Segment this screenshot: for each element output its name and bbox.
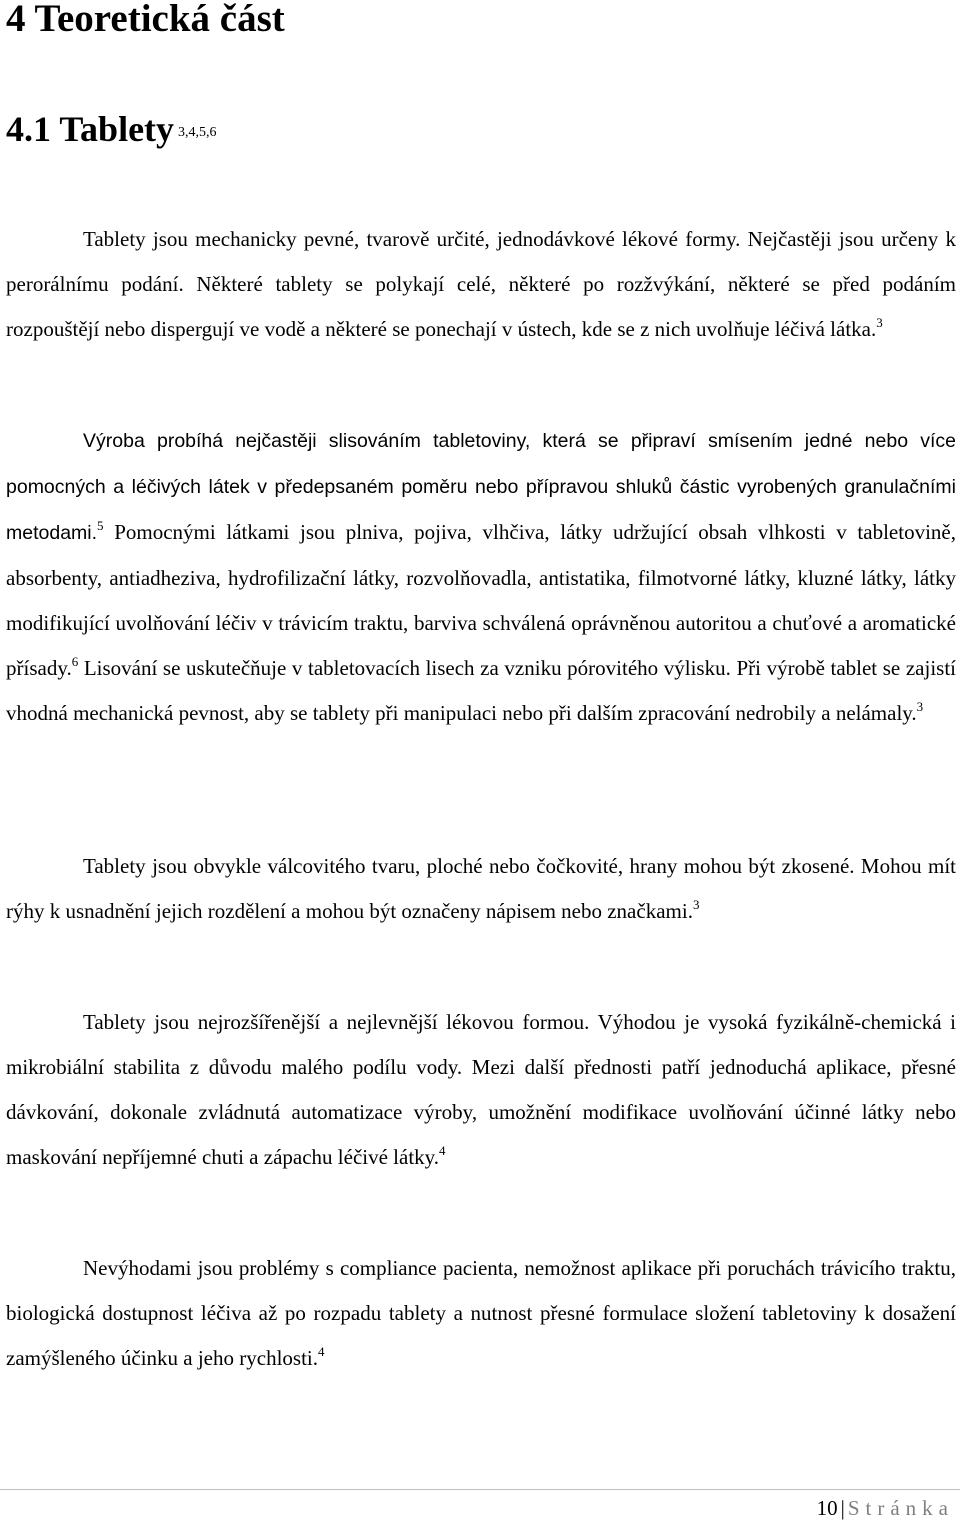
citation-ref: 3 xyxy=(916,699,924,714)
citation-ref: 3 xyxy=(876,315,883,330)
citation-ref: 4 xyxy=(439,1143,446,1158)
section-heading-references: 3,4,5,6 xyxy=(178,125,217,140)
footer-divider xyxy=(0,1489,960,1490)
citation-ref: 3 xyxy=(692,897,700,912)
paragraph-production-text-b: Pomocnými látkami jsou plniva, pojiva, vlhčiva, látky udržující obsah vlhkosti v tabletovině, absorbenty, antiadheziva, hydrofilizační látky, rozvolňovadla, antistatika, filmotvorné látky, kluzné látky, látky modifikující uvolňování léčiv v trávicím traktu, barviva schválená oprávněnou autoritou a chuťové a aromatické přísady. xyxy=(6,520,956,680)
citation-ref: 6 xyxy=(71,654,79,669)
page-footer xyxy=(817,1494,954,1522)
page-label: Stránka xyxy=(847,1496,954,1520)
paragraph-shape xyxy=(6,844,956,934)
citation-ref: 5 xyxy=(97,518,104,533)
paragraph-advantages-text: Tablety jsou nejrozšířenější a nejlevnější lékovou formou. Výhodou je vysoká fyzikálně-chemická i mikrobiální stabilita z důvodu malého podílu vody. Mezi další přednosti patří jednoduchá aplikace, přesné dávkování, dokonale zvládnutá automatizace výroby, umožnění modifikace uvolňování účinné látky nebo maskování nepříjemné chuti a zápachu léčivé látky. xyxy=(6,1010,956,1169)
paragraph-advantages xyxy=(6,1000,956,1180)
paragraph-disadvantages xyxy=(6,1246,956,1381)
paragraph-definition-text-b: Některé tablety se polykají celé, některé po rozžvýkání, některé se před podáním rozpouštějí nebo dispergují ve vodě a některé se ponechají v ústech, kde se z nich uvolňuje léčivá látka. xyxy=(6,272,956,341)
section-heading xyxy=(6,106,217,152)
citation-ref: 4 xyxy=(318,1344,325,1359)
paragraph-production-text-a: Výroba probíhá nejčastěji slisováním tabletoviny, která se připraví smísením jedné nebo více pomocných a léčivých látek v předepsaném poměru nebo přípravou shluků částic vyrobených granulačními metodami. xyxy=(6,430,956,544)
paragraph-production xyxy=(6,418,956,736)
footer-separator: | xyxy=(840,1496,845,1520)
paragraph-definition-text-a: Tablety jsou mechanicky pevné, tvarově určité, jednodávkové lékové formy. Nejčastěji jsou určeny k perorálnímu podání. xyxy=(6,227,956,296)
paragraph-definition xyxy=(6,217,956,352)
paragraph-disadvantages-text: Nevýhodami jsou problémy s compliance pacienta, nemožnost aplikace při poruchách trávicího traktu, biologická dostupnost léčiva až po rozpadu tablety a nutnost přesné formulace složení tabletoviny k dosažení zamýšleného účinku a jeho rychlosti. xyxy=(6,1256,956,1370)
section-heading-text: 4.1 Tablety xyxy=(6,109,175,149)
paragraph-shape-text: Tablety jsou obvykle válcovitého tvaru, ploché nebo čočkovité, hrany mohou být zkosené. Mohou mít rýhy k usnadnění jejich rozdělení a mohou být označeny nápisem nebo značkami. xyxy=(6,854,956,923)
chapter-heading: 4 Teoretická část xyxy=(6,0,285,40)
paragraph-production-text-c: Lisování se uskutečňuje v tabletovacích lisech za vzniku pórovitého výlisku. Při výrobě tablet se zajistí vhodná mechanická pevnost, aby se tablety při manipulaci nebo při dalším zpracování nedrobily a nelámaly. xyxy=(6,656,956,725)
page-number: 10 xyxy=(816,1496,838,1520)
